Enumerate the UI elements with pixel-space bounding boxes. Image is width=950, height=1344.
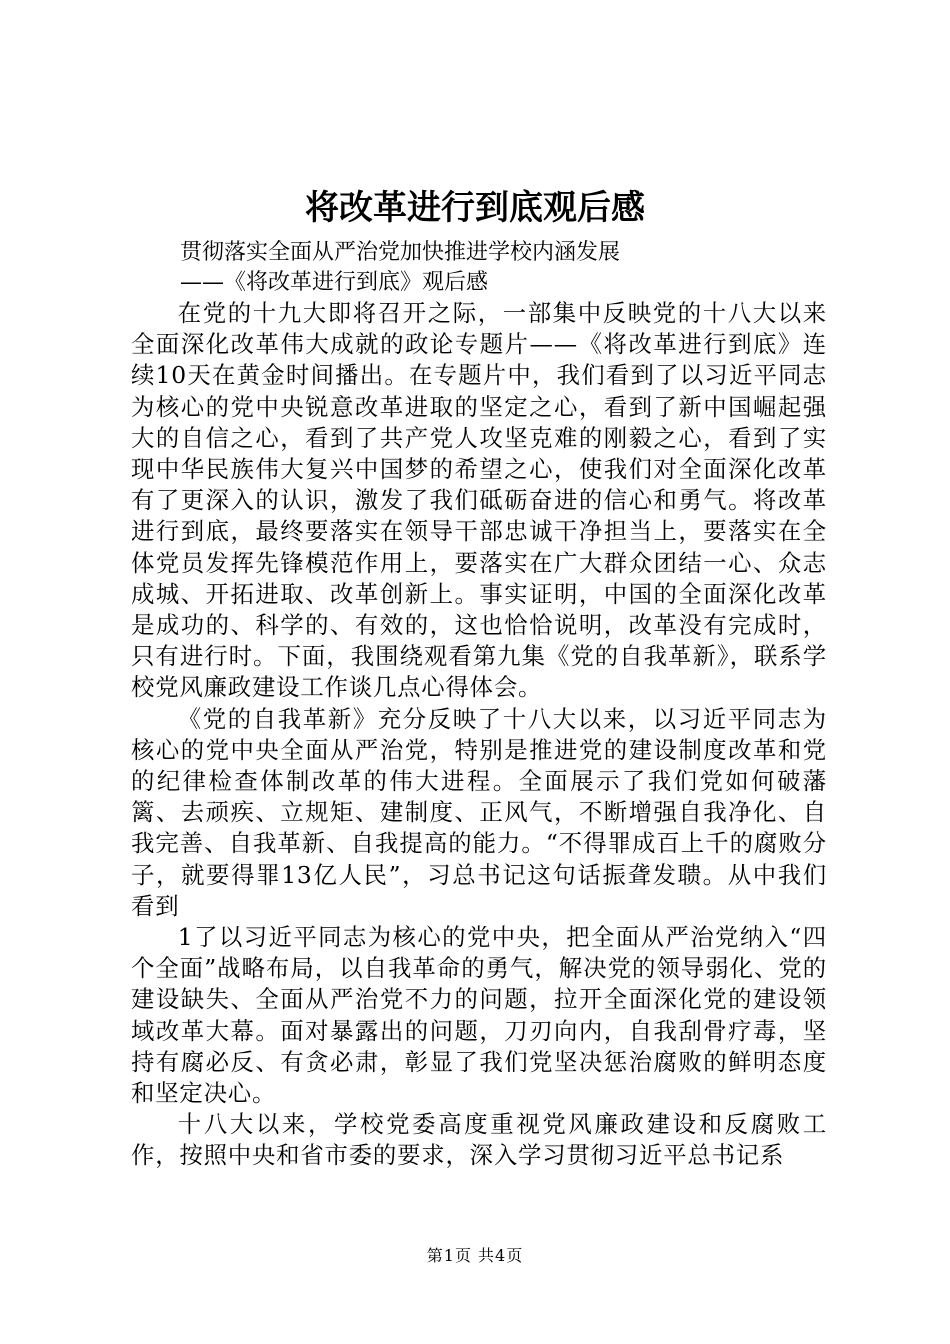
- paragraph-1: 在党的十九大即将召开之际，一部集中反映党的十八大以来全面深化改革伟大成就的政论专题片——《将改革进行到底》连续10天在黄金时间播出。在专题片中，我们看到了以习近平同志为核心的党中央锐意改革进取的坚定之心，看到了新中国崛起强大的自信之心，看到了共产党人攻坚克难的刚毅之心，看到了实现中华民族伟大复兴中国梦的希望之心，使我们对全面深化改革有了更深入的认识，激发了我们砥砺奋进的信心和勇气。将改革进行到底，最终要落实在领导干部忠诚干净担当上，要落实在全体党员发挥先锋模范作用上，要落实在广大群众团结一心、众志成城、开拓进取、改革创新上。事实证明，中国的全面深化改革是成功的、科学的、有效的，这也恰恰说明，改革没有完成时，只有进行时。下面，我围绕观看第九集《党的自我革新》，联系学校党风廉政建设工作谈几点心得体会。: [131, 299, 827, 702]
- document-subtitle: 贯彻落实全面从严治党加快推进学校内涵发展: [180, 240, 621, 265]
- paragraph-4: 十八大以来，学校党委高度重视党风廉政建设和反腐败工作，按照中央和省市委的要求，深入学习贯彻习近平总书记系: [131, 1110, 827, 1170]
- document-title: 将改革进行到底观后感: [305, 188, 645, 228]
- paragraph-2: 《党的自我革新》充分反映了十八大以来，以习近平同志为核心的党中央全面从严治党，特别是推进党的建设制度改革和党的纪律检查体制改革的伟大进程。全面展示了我们党如何破藩篱、去顽疾、立规矩、建制度、正风气，不断增强自我净化、自我完善、自我革新、自我提高的能力。“不得罪成百上千的腐败分子，就要得罪13亿人民”，习总书记这句话振聋发聩。从中我们看到: [131, 704, 827, 920]
- document-subtitle-source: ——《将改革进行到底》观后感: [180, 270, 489, 295]
- document-body: [131, 298, 827, 1172]
- paragraph-3: 1了以习近平同志为核心的党中央，把全面从严治党纳入“四个全面”战略布局，以自我革命的勇气，解决党的领导弱化、党的建设缺失、全面从严治党不力的问题，拉开全面深化党的建设领域改革大幕。面对暴露出的问题，刀刃向内，自我刮骨疗毒，坚持有腐必反、有贪必肃，彰显了我们党坚决惩治腐败的鲜明态度和坚定决心。: [131, 923, 827, 1108]
- page-number-footer: 第1页 共4页: [426, 1246, 524, 1265]
